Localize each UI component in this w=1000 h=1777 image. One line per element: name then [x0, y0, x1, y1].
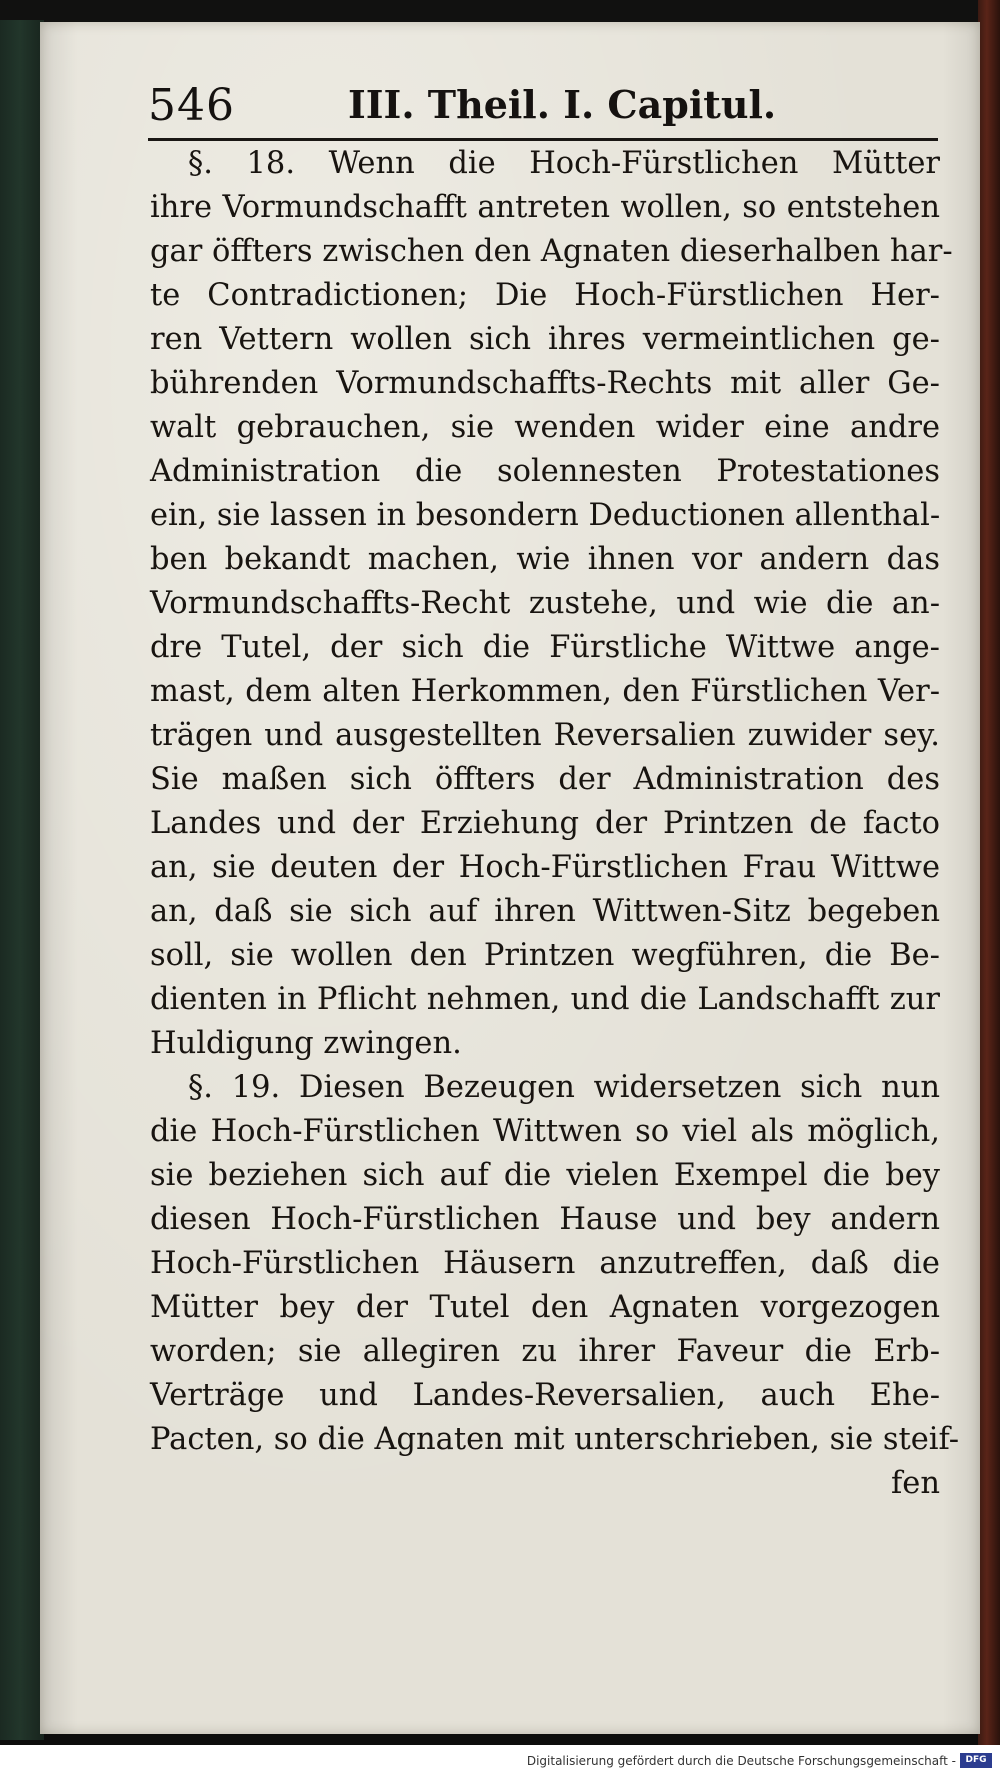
text-line: Mütter bey der Tutel den Agnaten vorgezogen — [150, 1290, 940, 1325]
text-line: Sie maßen sich öffters der Administration des — [150, 762, 940, 797]
text-line: Pacten, so die Agnaten mit unterschrieben, sie steif- — [150, 1422, 960, 1457]
text-line: bührenden Vormundschaffts-Rechts mit aller Ge- — [150, 366, 940, 401]
text-line: mast, dem alten Herkommen, den Fürstlichen Ver- — [150, 674, 940, 709]
text-line: te Contradictionen; Die Hoch-Fürstlichen Her- — [150, 278, 940, 313]
text-line: Huldigung zwingen. — [150, 1026, 462, 1061]
page-number: 546 — [148, 80, 235, 131]
book-spine — [0, 20, 44, 1740]
text-line: ren Vettern wollen sich ihres vermeintlichen ge- — [150, 322, 940, 357]
running-head: III. Theil. I. Capitul. — [348, 82, 777, 127]
catchword: fen — [891, 1466, 940, 1501]
header-rule — [148, 138, 938, 141]
text-line: §. 19. Diesen Bezeugen widersetzen sich nun — [188, 1070, 940, 1105]
text-line: Administration die solennesten Protestationes — [150, 454, 940, 489]
text-line: ein, sie lassen in besondern Deductionen allenthal- — [150, 498, 941, 533]
text-line: die Hoch-Fürstlichen Wittwen so viel als möglich, — [150, 1114, 940, 1149]
text-line: Hoch-Fürstlichen Häusern anzutreffen, daß die — [150, 1246, 940, 1281]
text-line: walt gebrauchen, sie wenden wider eine andre — [150, 410, 940, 445]
text-line: Vormundschaffts-Recht zustehe, und wie die an- — [150, 586, 940, 621]
text-line: worden; sie allegiren zu ihrer Faveur die Erb- — [150, 1334, 940, 1369]
footer-credit: Digitalisierung gefördert durch die Deutsche Forschungsgemeinschaft - — [526, 1754, 956, 1768]
page-header — [148, 68, 938, 138]
text-line: trägen und ausgestellten Reversalien zuwider sey. — [150, 718, 940, 753]
text-line: Verträge und Landes-Reversalien, auch Ehe- — [150, 1378, 940, 1413]
footer-bar — [0, 1745, 1000, 1777]
dfg-logo: DFG — [960, 1753, 992, 1768]
text-line: diesen Hoch-Fürstlichen Hause und bey andern — [150, 1202, 940, 1237]
text-line: soll, sie wollen den Printzen wegführen, die Be- — [150, 938, 940, 973]
text-line: §. 18. Wenn die Hoch-Fürstlichen Mütter — [188, 146, 940, 181]
text-line: gar öffters zwischen den Agnaten dieserhalben har- — [150, 234, 953, 269]
text-line: sie beziehen sich auf die vielen Exempel die bey — [150, 1158, 940, 1193]
text-line: dre Tutel, der sich die Fürstliche Wittwe ange- — [150, 630, 940, 665]
text-line: an, sie deuten der Hoch-Fürstlichen Frau Wittwe — [150, 850, 940, 885]
text-line: ihre Vormundschafft antreten wollen, so entstehen — [150, 190, 940, 225]
text-line: Landes und der Erziehung der Printzen de facto — [150, 806, 940, 841]
text-line: an, daß sie sich auf ihren Wittwen-Sitz begeben — [150, 894, 940, 929]
body-text — [150, 142, 960, 1506]
text-line: dienten in Pflicht nehmen, und die Landschafft zur — [150, 982, 940, 1017]
text-line: ben bekandt machen, wie ihnen vor andern das — [150, 542, 940, 577]
book-edge — [978, 0, 1000, 1745]
